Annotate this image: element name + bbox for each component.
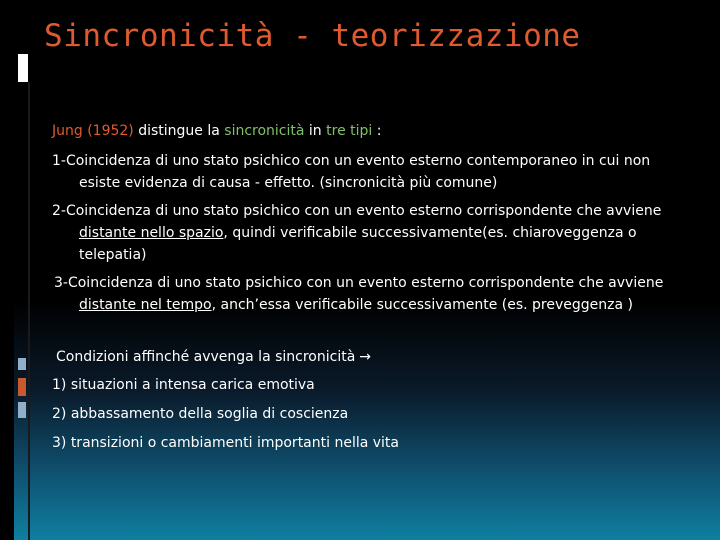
type-3-underlined: distante nel tempo — [79, 297, 212, 313]
deco-square-2 — [18, 378, 26, 396]
left-decor-bar — [0, 0, 14, 540]
intro-author: Jung (1952) — [52, 123, 134, 139]
type-1-paragraph: 1-Coincidenza di uno stato psichico con un evento esterno contemporaneo in cui non esiste evidenza di causa - effetto. (sincronicità più comune) — [52, 153, 651, 191]
intro-text-3: : — [372, 123, 382, 139]
type-3-pre: 3-Coincidenza di uno stato psichico con un evento esterno corrispondente che avviene — [54, 275, 664, 291]
condition-item: 3) transizioni o cambiamenti importanti nella vita — [52, 435, 399, 451]
deco-square-1 — [18, 358, 26, 370]
type-3-paragraph — [52, 272, 692, 316]
intro-concept: sincronicità — [224, 123, 305, 139]
intro-paragraph — [52, 120, 692, 142]
arrow-right-icon: → — [359, 349, 372, 365]
intro-text-2: in — [304, 123, 327, 139]
conditions-heading-text: Condizioni affinché avvenga la sincronicità — [56, 349, 356, 365]
slide-title: Sincronicità - teorizzazione — [44, 18, 581, 54]
type-2-post: , quindi verificabile successivamente(es. chiaroveggenza o telepatia) — [79, 225, 637, 263]
intro-types: tre tipi — [326, 123, 373, 139]
intro-text-1: distingue la — [133, 123, 225, 139]
slide-body — [52, 120, 692, 461]
conditions-heading — [52, 346, 692, 368]
condition-item: 1) situazioni a intensa carica emotiva — [52, 377, 315, 393]
condition-item: 2) abbassamento della soglia di coscienza — [52, 406, 349, 422]
type-2-paragraph — [52, 200, 692, 266]
left-vertical-line — [28, 82, 30, 540]
type-3-post: , anch’essa verificabile successivamente (es. preveggenza ) — [211, 297, 633, 313]
type-2-pre: 2-Coincidenza di uno stato psichico con un evento esterno corrispondente che avviene — [52, 203, 662, 219]
deco-square-3 — [18, 402, 26, 418]
title-corner-block — [18, 54, 28, 82]
type-2-underlined: distante nello spazio — [79, 225, 224, 241]
